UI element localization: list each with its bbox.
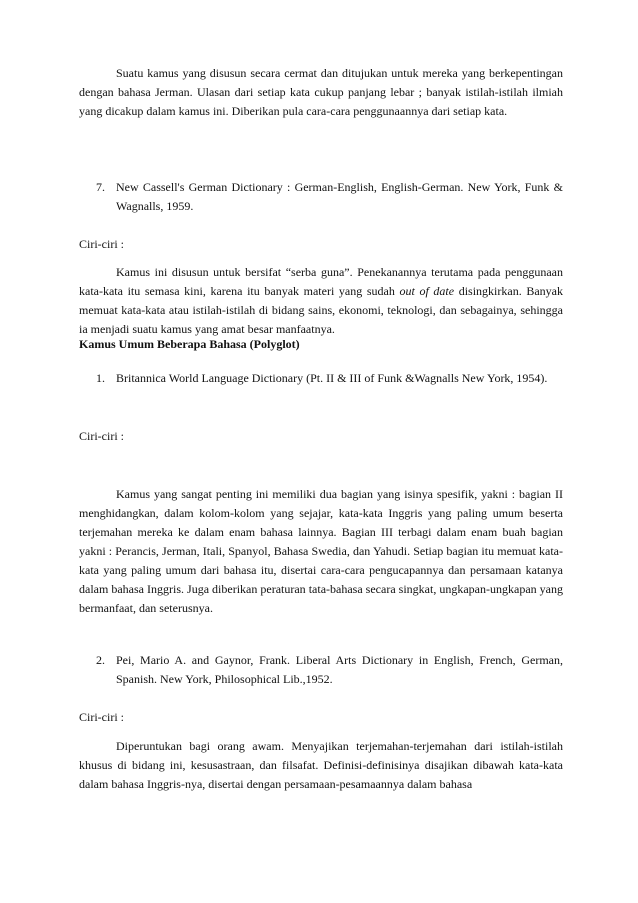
paragraph-britannica: [79, 485, 563, 618]
list-text: Pei, Mario A. and Gaynor, Frank. Liberal Arts Dictionary in English, French, German, Spanish. New York, Philosophical Lib.,1952.: [116, 653, 563, 686]
paragraph-text: Suatu kamus yang disusun secara cermat dan ditujukan untuk mereka yang berkepentingan dengan bahasa Jerman. Ulasan dari setiap kata cukup panjang lebar ; banyak istilah-istilah ilmiah yang dicakup dalam kamus ini. Diberikan pula cara-cara penggunaannya dari setiap kata.: [79, 66, 563, 118]
ciri-ciri-label-1: [79, 235, 563, 254]
list-item-1: [96, 369, 563, 388]
paragraph-cassell: [79, 263, 563, 339]
paragraph-text: Kamus yang sangat penting ini memiliki dua bagian yang isinya spesifik, yakni : bagian II menghidangkan, dalam kolom-kolom yang sejajar, kata-kata Inggris yang paling umum beserta terjemahan mereka ke dalam enam bahasa lainnya. Bagian III terbagi dalam enam buah bagian yakni : Perancis, Jerman, Itali, Spanyol, Bahasa Swedia, dan Yahudi. Setiap bagian itu memuat kata-kata yang paling umum dari bahasa itu, disertai cara-cara pengucapannya dan persamaan katanya dalam bahasa Inggris. Juga diberikan peraturan tata-bahasa secara singkat, ungkapan-ungkapan yang bermanfaat, dan seterusnya.: [79, 487, 563, 615]
paragraph-text: Diperuntukan bagi orang awam. Menyajikan terjemahan-terjemahan dari istilah-istilah khusus di bidang ini, kesusastraan, dan filsafat. Definisi-definisinya disajikan dibawah kata-kata dalam bahasa Inggris-nya, disertai dengan persamaan-pesamaannya dalam bahasa: [79, 739, 563, 791]
paragraph-liberal-arts: [79, 737, 563, 794]
label-text: Ciri-ciri :: [79, 710, 124, 724]
ciri-ciri-label-2: [79, 427, 563, 446]
ciri-ciri-label-3: [79, 708, 563, 727]
list-item-2: [96, 651, 563, 689]
list-text: New Cassell's German Dictionary : German-English, English-German. New York, Funk & Wagnalls, 1959.: [116, 180, 563, 213]
paragraph-german-dictionary: [79, 64, 563, 121]
label-text: Ciri-ciri :: [79, 429, 124, 443]
section-heading-polyglot: [79, 335, 563, 354]
list-text: Britannica World Language Dictionary (Pt. II & III of Funk &Wagnalls New York, 1954).: [116, 371, 548, 385]
italic-phrase: out of date: [399, 284, 455, 298]
list-number: 1.: [96, 371, 105, 385]
heading-text: Kamus Umum Beberapa Bahasa (Polyglot): [79, 337, 300, 351]
list-item-7: [96, 178, 563, 216]
text-run: disingkirkan. Banyak memuat kata-kata atau istilah-istilah di bidang sains, ekonomi, teknologi, dan sebagainya, sehingga ia menjadi suatu kamus yang amat besar manfaatnya.: [79, 284, 563, 336]
list-number: 2.: [96, 653, 105, 667]
list-number: 7.: [96, 180, 105, 194]
text-run: Kamus ini disusun untuk bersifat “serba guna”. Penekanannya terutama pada penggunaan kata-kata itu semasa kini, karena itu banyak materi yang sudah: [79, 265, 563, 298]
paragraph-text: [79, 263, 563, 339]
label-text: Ciri-ciri :: [79, 237, 124, 251]
